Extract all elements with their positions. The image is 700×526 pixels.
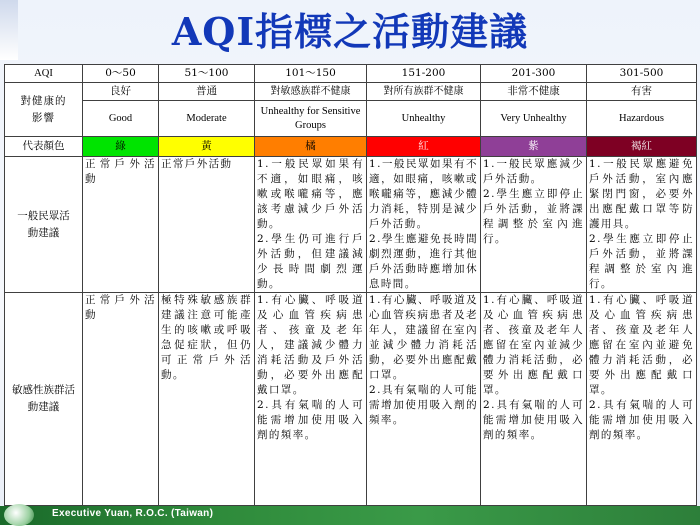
- general-advice: 1.一般民眾如果有不適，如眼痛，咳嗽或喉嚨痛等，應減少體力消耗，特別是減少戶外活動。 2.學生應避免長時間劇烈運動，進行其他戶外活動時應增加休息時間。: [367, 157, 481, 293]
- page-title: AQI指標之活動建議: [171, 9, 529, 54]
- footer-text: Executive Yuan, R.O.C. (Taiwan): [52, 508, 214, 519]
- sensitive-advice: 正常戶外活動: [83, 293, 159, 506]
- health-zh: 普通: [159, 83, 255, 101]
- aqi-range: 151-200: [367, 65, 481, 83]
- health-impact-label-text: 對健康的影響: [20, 94, 67, 124]
- general-advice-label-text: 一般民眾活動建議: [17, 209, 70, 239]
- sensitive-advice: 1.有心臟、呼吸道及心血管疾病患者、孩童及老年人應留在室內並避免體力消耗活動，必要外出應配戴口罩。 2.具有氣喘的人可能需增加使用吸入劑的頻率。: [587, 293, 697, 506]
- aqi-range: 101～150: [255, 65, 367, 83]
- health-en: Unhealthy for Sensitive Groups: [255, 101, 367, 137]
- color-swatch: 黃: [159, 137, 255, 157]
- aqi-range: 301-500: [587, 65, 697, 83]
- sensitive-advice-label: [5, 293, 83, 506]
- sensitive-advice: 極特殊敏感族群建議注意可能產生的咳嗽或呼吸急促症狀，但仍可正常戶外活動。: [159, 293, 255, 506]
- color-swatch: 紫: [481, 137, 587, 157]
- health-zh: 對所有族群不健康: [367, 83, 481, 101]
- executive-yuan-logo-icon: [4, 504, 34, 526]
- health-zh: 非常不健康: [481, 83, 587, 101]
- health-en-row: [5, 101, 697, 137]
- general-advice: 1.一般民眾應減少戶外活動。 2.學生應立即停止戶外活動，並將課程調整於室內進行。: [481, 157, 587, 293]
- health-en: Unhealthy: [367, 101, 481, 137]
- general-advice-row: [5, 157, 697, 293]
- color-swatch: 褐紅: [587, 137, 697, 157]
- sensitive-advice-row: [5, 293, 697, 506]
- footer-bar: [0, 506, 700, 525]
- general-advice: 正常戶外活動: [83, 157, 159, 293]
- color-swatch: 紅: [367, 137, 481, 157]
- sensitive-advice: 1.有心臟、呼吸道及心血管疾病患者、孩童及老年人，建議減少體力消耗活動及戶外活動，必要外出應配戴口罩。 2.具有氣喘的人可能需增加使用吸入劑的頻率。: [255, 293, 367, 506]
- color-label: 代表顏色: [5, 137, 83, 157]
- sensitive-advice-label-text: 敏感性族群活動建議: [12, 384, 75, 413]
- health-en: Moderate: [159, 101, 255, 137]
- aqi-range: 51～100: [159, 65, 255, 83]
- health-en: Good: [83, 101, 159, 137]
- color-swatch: 綠: [83, 137, 159, 157]
- health-zh: 良好: [83, 83, 159, 101]
- aqi-range: 201-300: [481, 65, 587, 83]
- color-row: [5, 137, 697, 157]
- health-zh: 對敏感族群不健康: [255, 83, 367, 101]
- sensitive-advice: 1.有心臟、呼吸道及心血管疾病患者及老年人，建議留在室內並減少體力消耗活動，必要外出應配戴口罩。 2.具有氣喘的人可能需增加使用吸入劑的頻率。: [367, 293, 481, 506]
- aqi-header-label: AQI: [5, 65, 83, 83]
- health-en: Very Unhealthy: [481, 101, 587, 137]
- general-advice: 正常戶外活動: [159, 157, 255, 293]
- general-advice: 1.一般民眾應避免戶外活動，室內應緊閉門窗，必要外出應配戴口罩等防護用具。 2.學生應立即停止戶外活動，並將課程調整於室內進行。: [587, 157, 697, 293]
- aqi-range: 0～50: [83, 65, 159, 83]
- color-swatch: 橘: [255, 137, 367, 157]
- health-zh: 有害: [587, 83, 697, 101]
- health-zh-row: [5, 83, 697, 101]
- health-impact-label: [5, 83, 83, 137]
- aqi-range-row: [5, 65, 697, 83]
- general-advice: 1.一般民眾如果有不適，如眼痛，咳嗽或喉嚨痛等，應該考慮減少戶外活動。 2.學生仍可進行戶外活動，但建議減少長時間劇烈運動。: [255, 157, 367, 293]
- general-advice-label: [5, 157, 83, 293]
- aqi-activity-table: [4, 64, 697, 506]
- health-en: Hazardous: [587, 101, 697, 137]
- sensitive-advice: 1.有心臟、呼吸道及心血管疾病患者、孩童及老年人應留在室內並減少體力消耗活動，必要外出應配戴口罩。 2.具有氣喘的人可能需增加使用吸入劑的頻率。: [481, 293, 587, 506]
